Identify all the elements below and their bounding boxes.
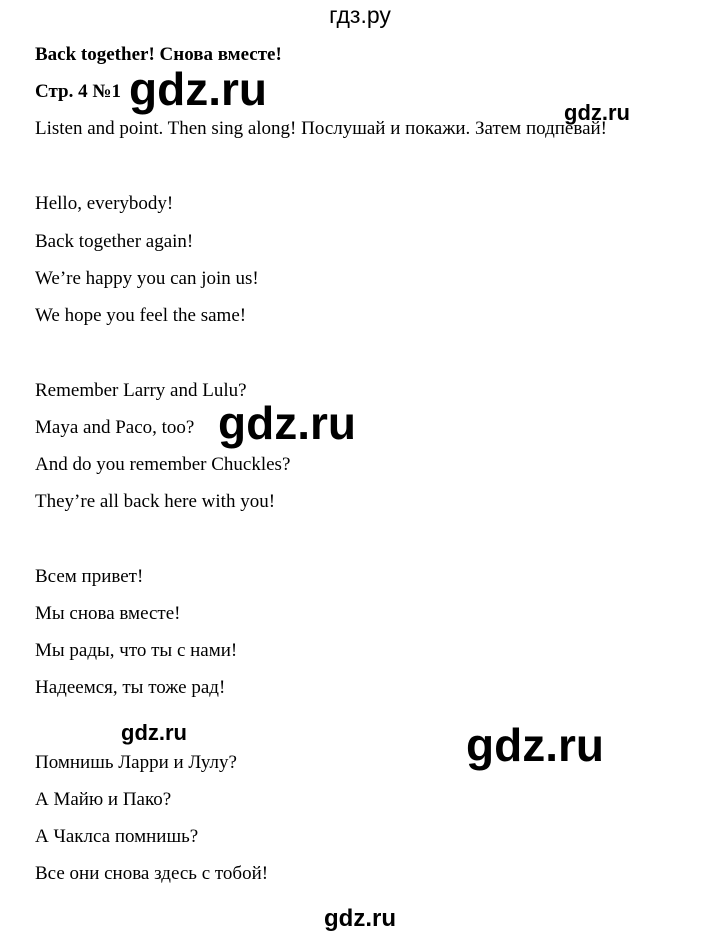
song-line: Maya and Paco, too? [35, 417, 195, 438]
song-line: Всем привет! [35, 566, 144, 587]
watermark: gdz.ru [564, 100, 630, 125]
song-line: Помнишь Ларри и Лулу? [35, 752, 237, 773]
footer-watermark: gdz.ru [324, 905, 396, 932]
watermark: gdz.ru [121, 720, 187, 745]
watermark: gdz.ru [129, 63, 267, 115]
song-line: We’re happy you can join us! [35, 268, 259, 289]
song-line: Hello, everybody! [35, 193, 174, 214]
song-line: Мы снова вместе! [35, 603, 181, 624]
page-title: Back together! Снова вместе! [35, 44, 282, 65]
site-header: гдз.ру [329, 2, 391, 28]
exercise-instruction: Listen and point. Then sing along! Послушай и покажи. Затем подпевай! [35, 118, 607, 139]
song-line: They’re all back here with you! [35, 491, 276, 512]
song-line: А Чаклса помнишь? [35, 826, 199, 847]
song-line: Надеемся, ты тоже рад! [35, 677, 226, 698]
watermark: gdz.ru [466, 719, 604, 771]
song-line: And do you remember Chuckles? [35, 454, 291, 475]
song-line: А Майю и Пако? [35, 789, 172, 810]
song-line: We hope you feel the same! [35, 305, 247, 326]
page-reference: Стр. 4 №1 [35, 81, 121, 102]
song-line: Back together again! [35, 231, 194, 252]
watermark: gdz.ru [218, 397, 356, 449]
song-line: Мы рады, что ты с нами! [35, 640, 238, 661]
song-line: Все они снова здесь с тобой! [35, 863, 269, 884]
song-line: Remember Larry and Lulu? [35, 380, 247, 401]
